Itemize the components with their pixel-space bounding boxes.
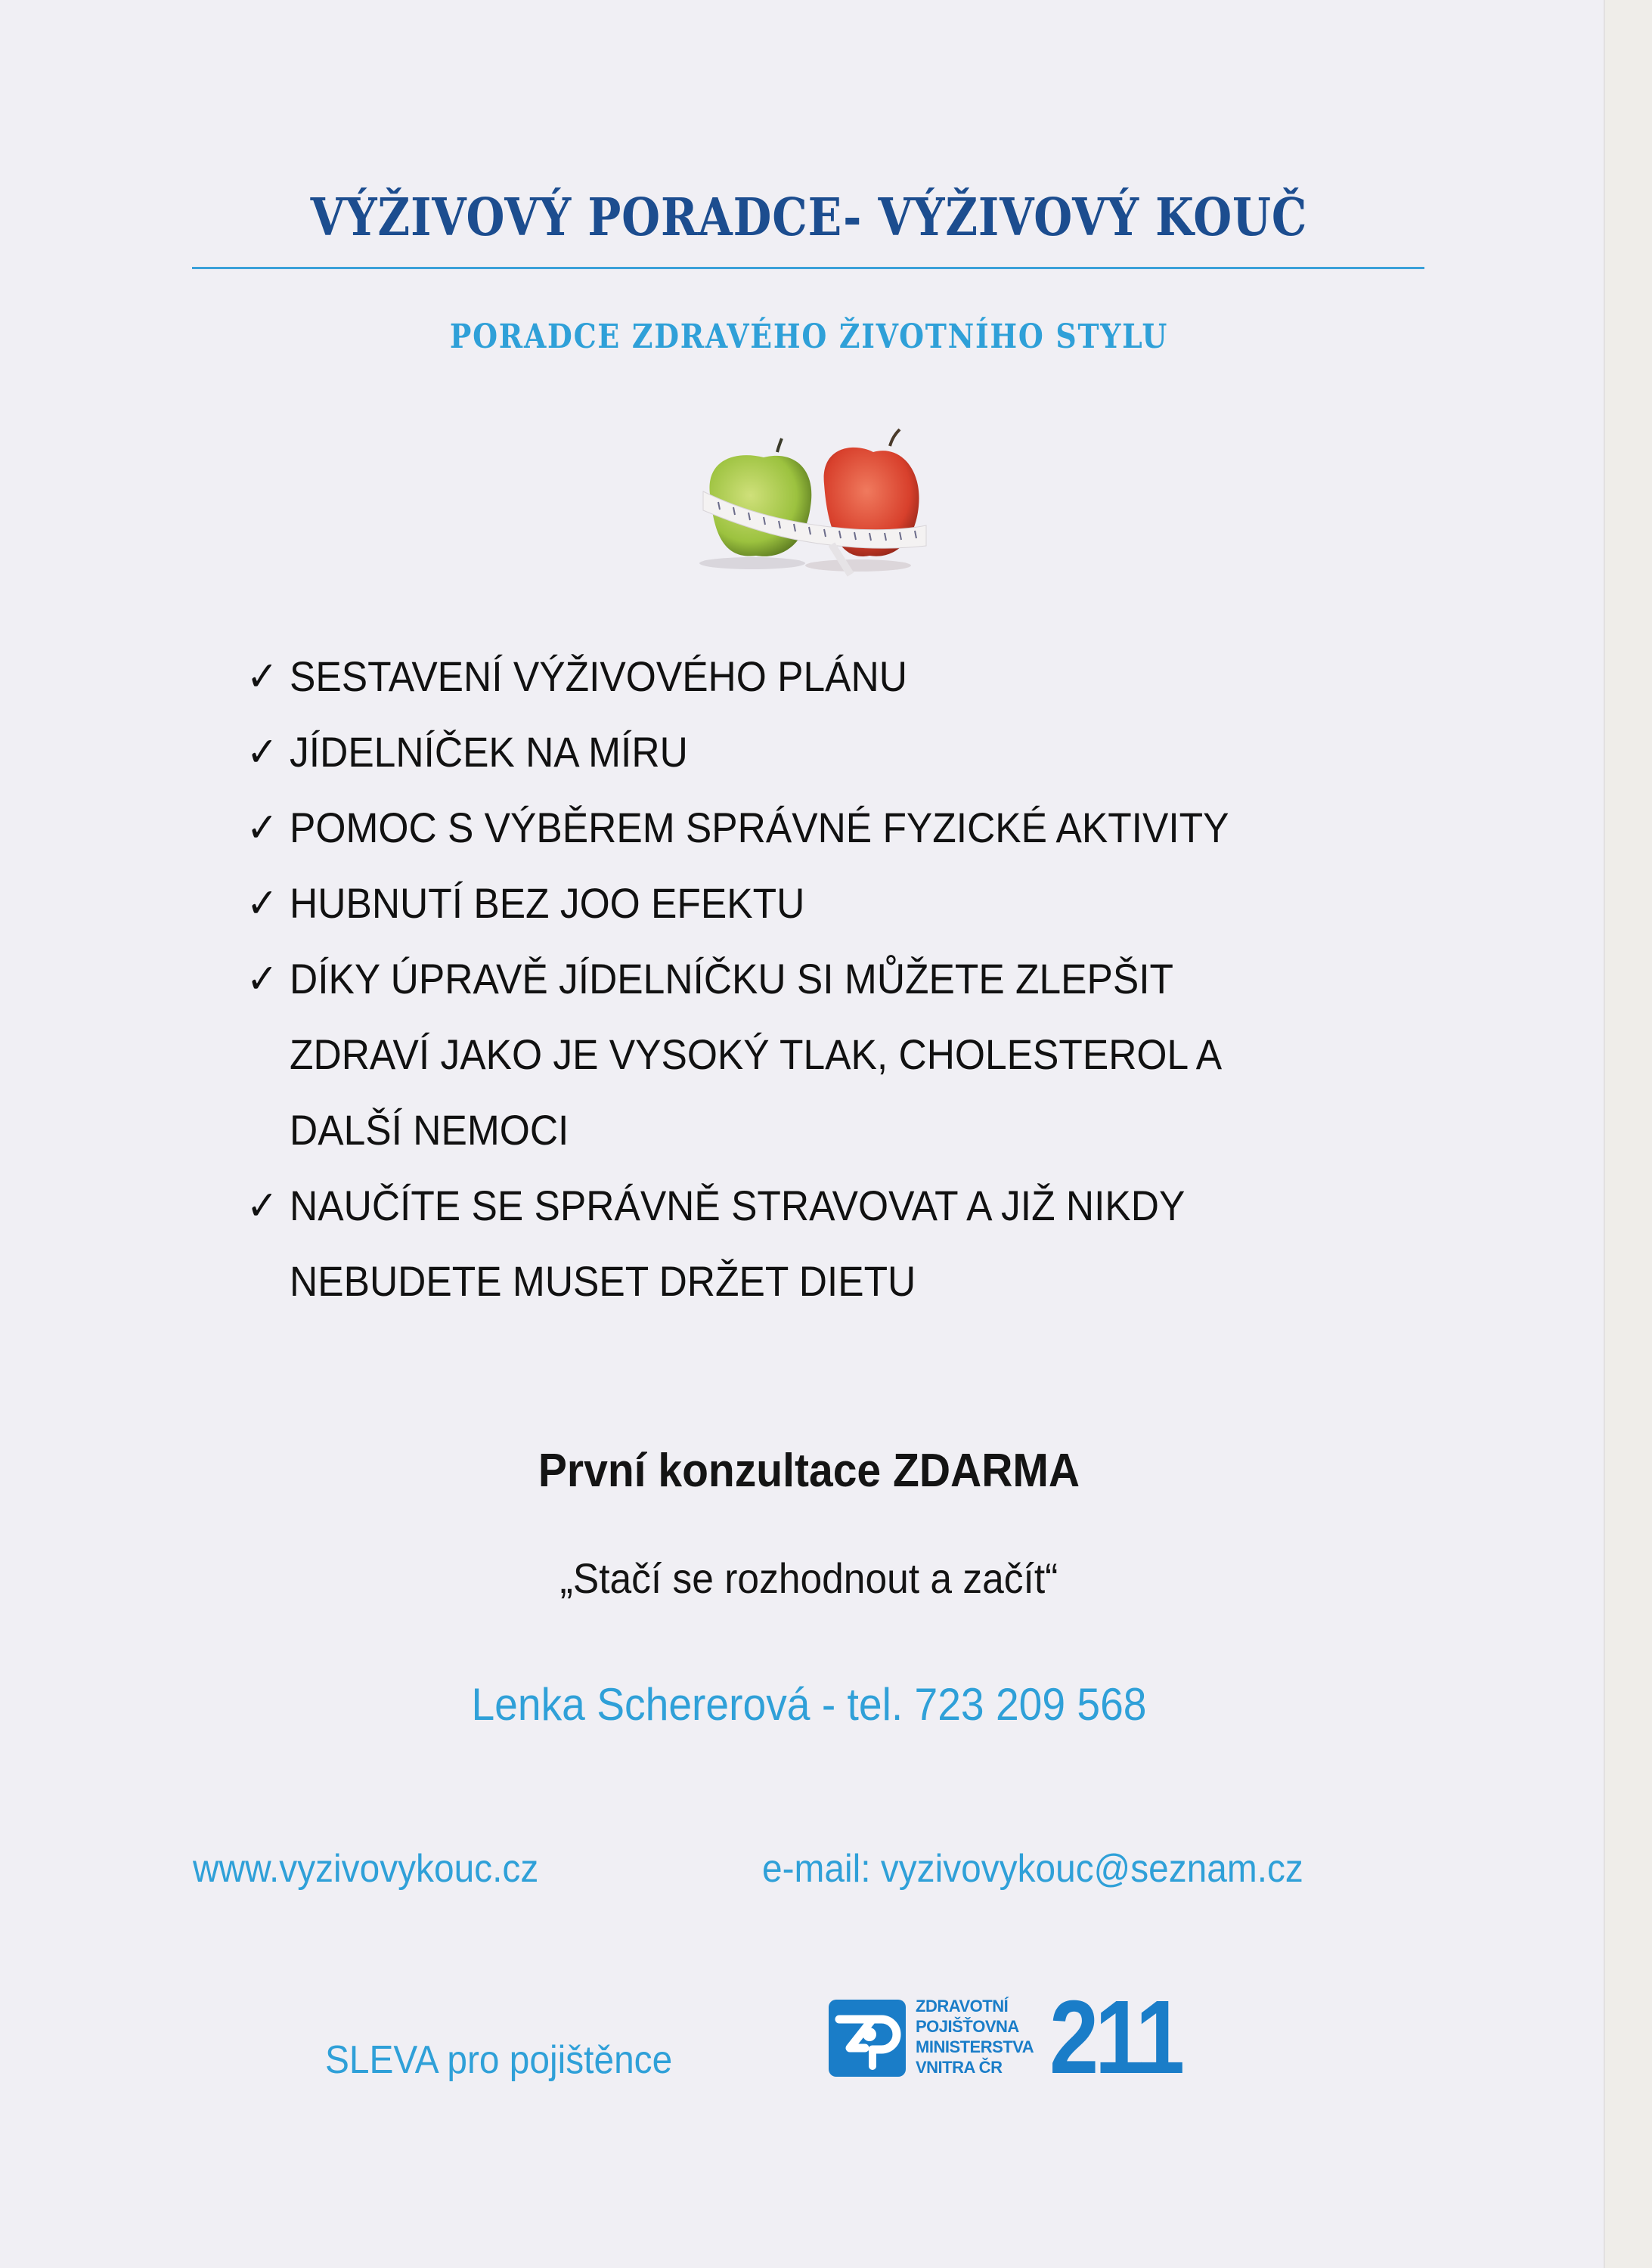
check-icon: ✓ — [246, 956, 278, 1002]
list-item — [246, 941, 1359, 1168]
list-item — [246, 866, 1359, 941]
list-item — [246, 790, 1359, 866]
email-link[interactable]: e-mail: vyzivovykouc@seznam.cz — [762, 1847, 1303, 1891]
list-item-text: NEBUDETE MUSET DRŽET DIETU — [290, 1257, 916, 1305]
list-item — [246, 714, 1359, 790]
services-list — [246, 639, 1456, 1319]
check-icon: ✓ — [246, 654, 278, 699]
check-icon: ✓ — [246, 730, 278, 775]
list-item-text: POMOC S VÝBĚREM SPRÁVNÉ FYZICKÉ AKTIVITY — [290, 804, 1229, 851]
check-icon: ✓ — [246, 1183, 278, 1228]
list-item-text: ZDRAVÍ JAKO JE VYSOKÝ TLAK, CHOLESTEROL A — [290, 1030, 1223, 1078]
page-title: VÝŽIVOVÝ PORADCE- VÝŽIVOVÝ KOUČ — [310, 187, 1308, 248]
apples-with-measuring-tape-icon — [680, 416, 930, 582]
insurer-number: 211 — [1049, 1979, 1181, 2096]
motto-quote: „Stačí se rozhodnout a začít“ — [559, 1554, 1058, 1602]
insurer-name — [916, 1996, 1067, 2077]
list-item — [246, 639, 1359, 714]
scanner-edge-strip — [1604, 0, 1652, 2268]
list-item-text: DÍKY ÚPRAVĚ JÍDELNÍČKU SI MŮŽETE ZLEPŠIT — [290, 955, 1174, 1002]
insurer-name-line: VNITRA ČR — [916, 2058, 1003, 2077]
list-item-text: NAUČÍTE SE SPRÁVNĚ STRAVOVAT A JIŽ NIKDY — [290, 1182, 1186, 1229]
list-item — [246, 1168, 1359, 1319]
free-consultation-heading: První konzultace ZDARMA — [538, 1445, 1080, 1497]
list-item-text: SESTAVENÍ VÝŽIVOVÉHO PLÁNU — [290, 652, 907, 700]
list-item-text: JÍDELNÍČEK NA MÍRU — [290, 728, 688, 776]
insurer-logo — [829, 1979, 1192, 2096]
website-link[interactable]: www.vyzivovykouc.cz — [193, 1847, 539, 1891]
zp-logo-icon — [829, 2000, 906, 2077]
insurer-name-line: ZDRAVOTNÍ — [916, 1997, 1009, 2015]
insurer-name-line: MINISTERSTVA — [916, 2037, 1034, 2056]
check-icon: ✓ — [246, 881, 278, 926]
list-item-text: HUBNUTÍ BEZ JOO EFEKTU — [290, 879, 805, 927]
insurer-name-line: POJIŠŤOVNA — [916, 2017, 1019, 2036]
contact-name-phone: Lenka Schererová - tel. 723 209 568 — [471, 1679, 1147, 1730]
discount-note: SLEVA pro pojištěnce — [325, 2038, 673, 2082]
check-icon: ✓ — [246, 805, 278, 850]
page-subtitle: PORADCE ZDRAVÉHO ŽIVOTNÍHO STYLU — [449, 318, 1169, 356]
list-item-text: DALŠÍ NEMOCI — [290, 1106, 569, 1154]
title-divider — [192, 267, 1424, 269]
